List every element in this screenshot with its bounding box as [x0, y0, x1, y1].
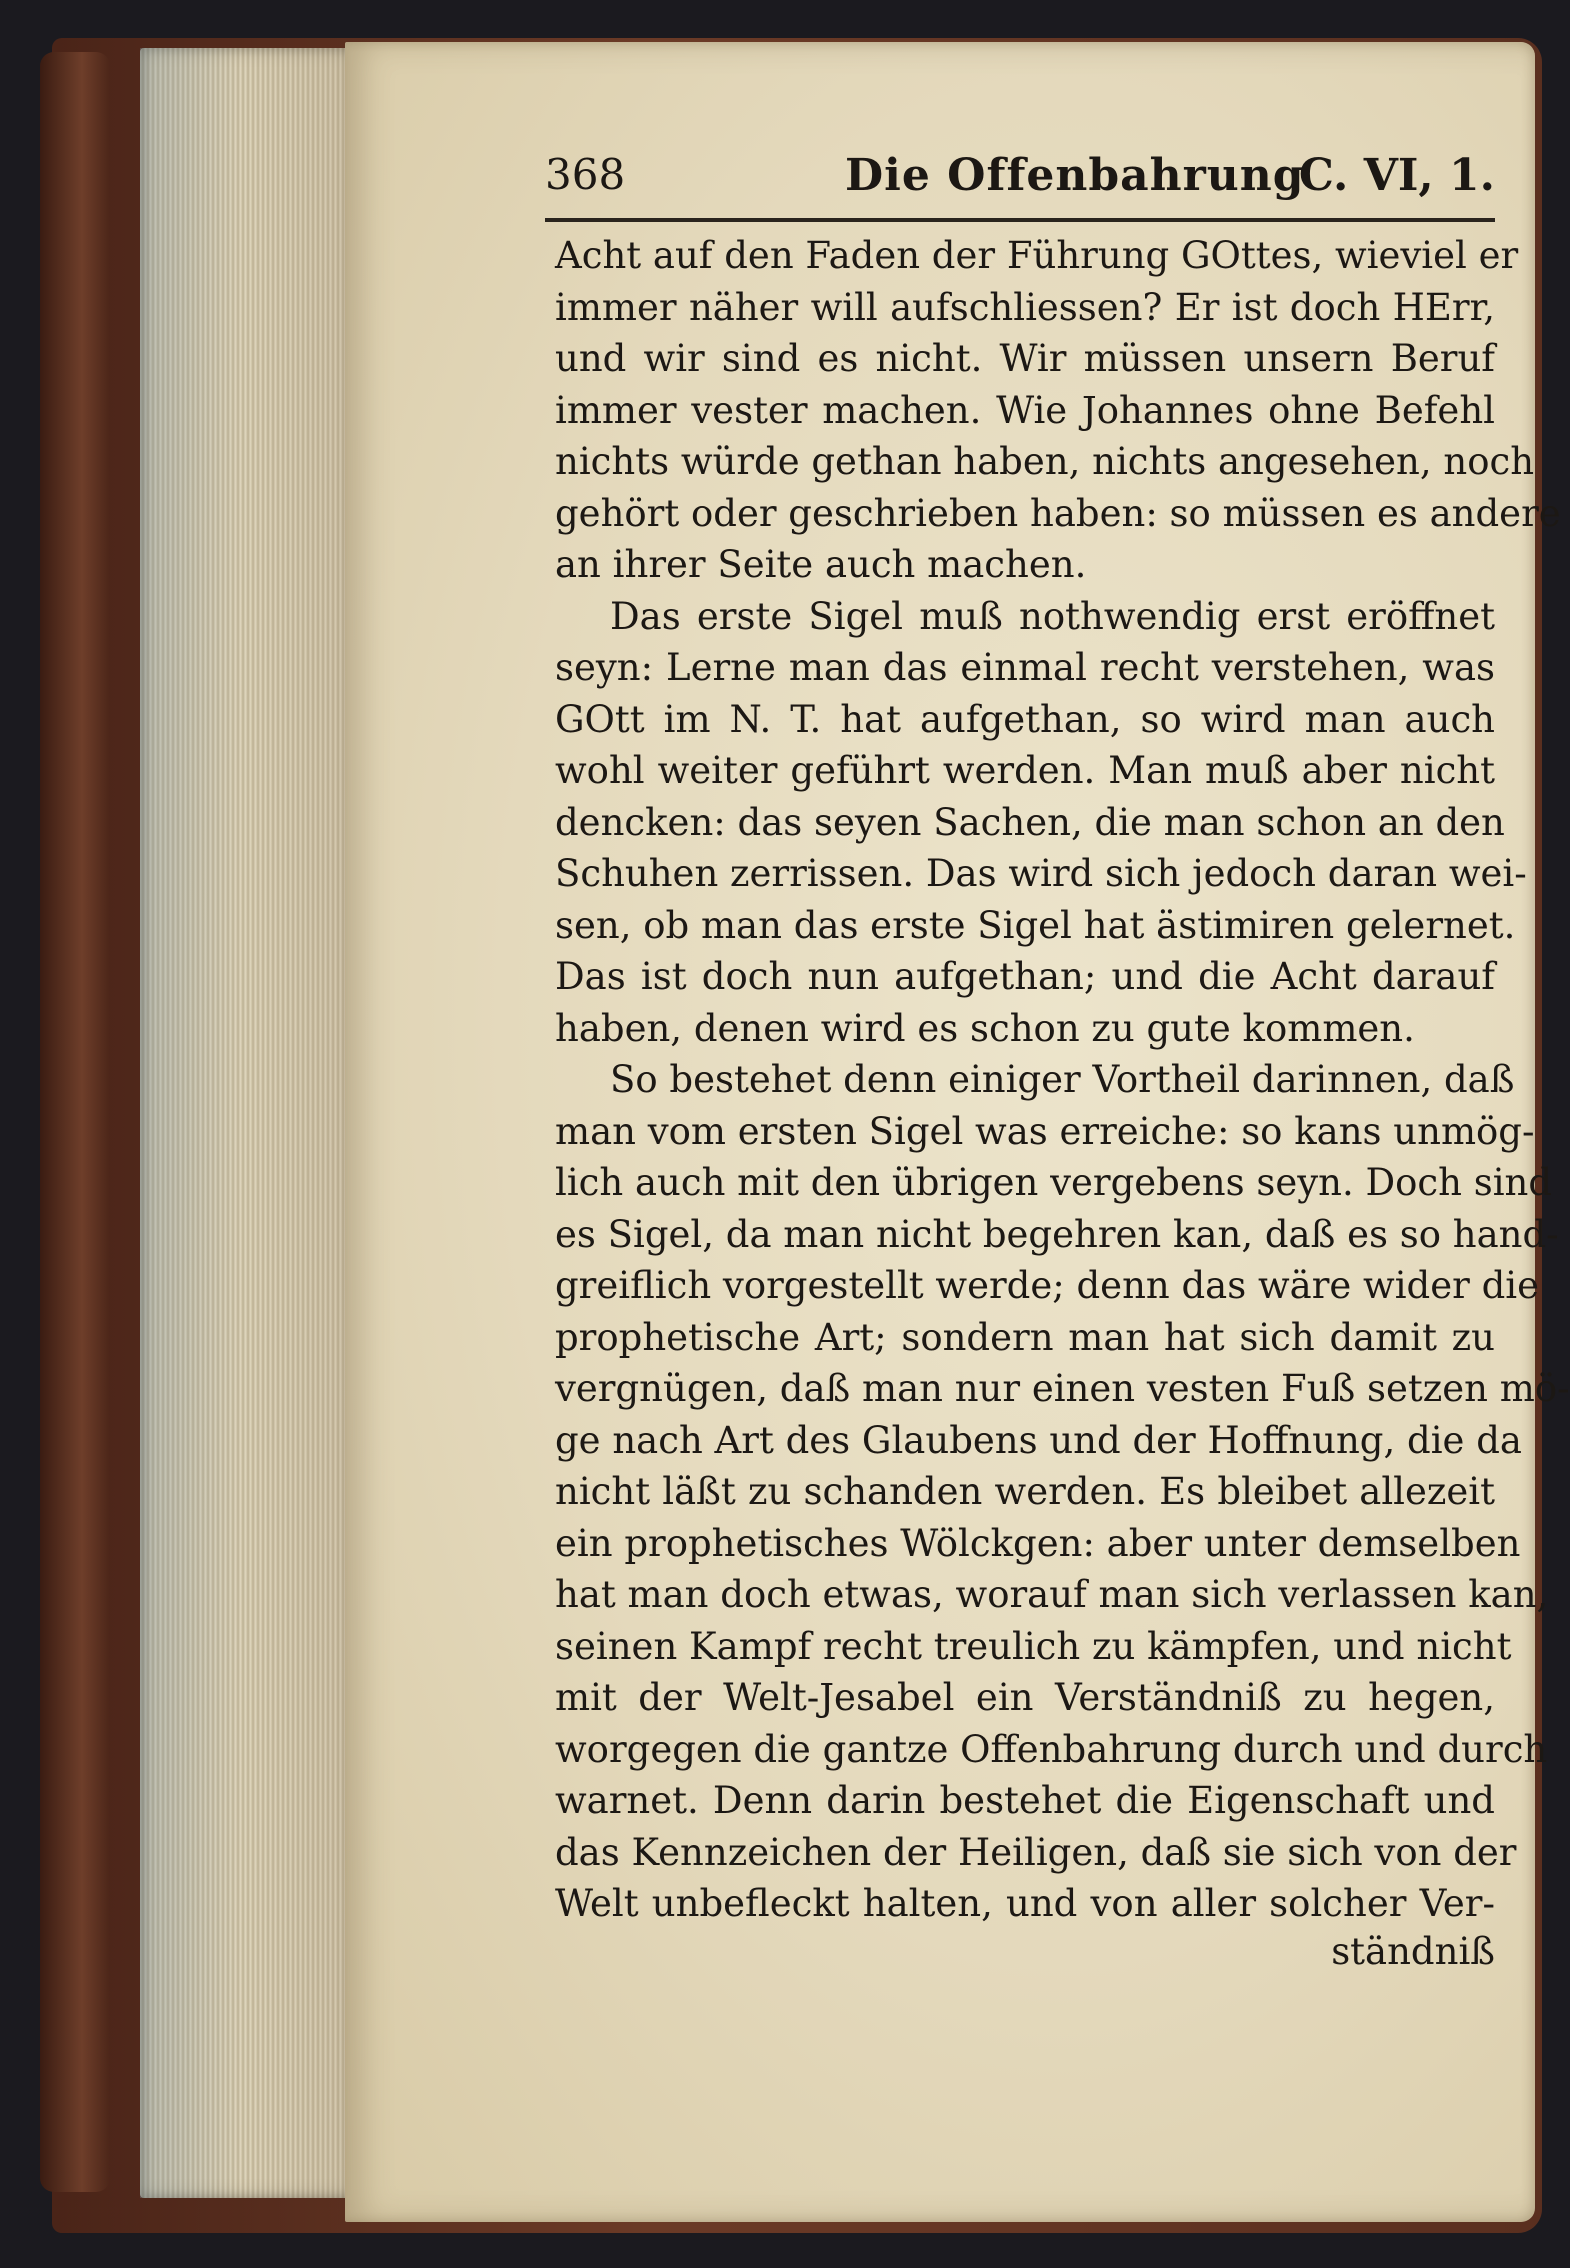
text-line: ein prophetisches Wölckgen: aber unter demselben [555, 1521, 1521, 1565]
text-line: So bestehet denn einiger Vortheil darinnen, daß [610, 1058, 1515, 1101]
text-line: warnet. Denn darin bestehet die Eigenschaft und [555, 1779, 1495, 1822]
text-line: Das ist doch nun aufgethan; und die Acht darauf [555, 955, 1495, 998]
page-number: 368 [545, 150, 626, 199]
text-line: wohl weiter geführt werden. Man muß aber nicht [555, 749, 1495, 792]
text-line: es Sigel, da man nicht begehren kan, daß es so hand- [555, 1212, 1559, 1256]
text-line: Welt unbefleckt halten, und von aller solcher Ver- [555, 1882, 1495, 1925]
text-line: seinen Kampf recht treulich zu kämpfen, und nicht [555, 1624, 1512, 1668]
catchword: ständniß [1331, 1930, 1495, 1973]
text-line: sen, ob man das erste Sigel hat ästimiren gelernet. [555, 903, 1516, 947]
text-line: nichts würde gethan haben, nichts angesehen, noch [555, 440, 1535, 483]
text-line: hat man doch etwas, worauf man sich verlassen kan, [555, 1573, 1549, 1616]
text-line: dencken: das seyen Sachen, die man schon an den [555, 800, 1505, 844]
text-line: worgegen die gantze Offenbahrung durch und durch [555, 1727, 1548, 1771]
text-line: gehört oder geschrieben haben: so müssen es andere [555, 491, 1561, 535]
text-line: und wir sind es nicht. Wir müssen unsern Beruf [555, 337, 1495, 380]
text-line: an ihrer Seite auch machen. [555, 543, 1087, 586]
text-line: Das erste Sigel muß nothwendig erst eröffnet [610, 594, 1495, 638]
book-spine [40, 52, 110, 2192]
text-line: prophetische Art; sondern man hat sich damit zu [555, 1315, 1495, 1359]
header-rule [545, 218, 1495, 222]
text-line: immer näher will aufschliessen? Er ist doch HErr, [555, 285, 1495, 329]
text-line: immer vester machen. Wie Johannes ohne Befehl [555, 388, 1495, 432]
page-header [545, 150, 1495, 210]
text-line: mit der Welt-Jesabel ein Verständniß zu hegen, [555, 1676, 1495, 1719]
text-line: Acht auf den Faden der Führung GOttes, wieviel er [555, 234, 1519, 277]
text-line: man vom ersten Sigel was erreiche: so kans unmög- [555, 1109, 1535, 1153]
page-edges-tint [140, 48, 365, 2198]
text-line: GOtt im N. T. hat aufgethan, so wird man auch [555, 697, 1495, 741]
text-line: nicht läßt zu schanden werden. Es bleibet allezeit [555, 1470, 1495, 1513]
chapter-reference: C. VI, 1. [1298, 150, 1495, 201]
text-line: das Kennzeichen der Heiligen, daß sie sich von der [555, 1830, 1517, 1874]
text-line: lich auch mit den übrigen vergebens seyn. Doch sind [555, 1161, 1553, 1204]
text-line: haben, denen wird es schon zu gute kommen. [555, 1006, 1415, 1050]
running-title: Die Offenbahrung [845, 150, 1305, 201]
text-line: seyn: Lerne man das einmal recht verstehen, was [555, 646, 1495, 689]
text-line: vergnügen, daß man nur einen vesten Fuß setzen mö- [555, 1367, 1570, 1410]
text-line: greiflich vorgestellt werde; denn das wäre wider die [555, 1264, 1540, 1307]
body-text [555, 230, 1570, 1930]
text-line: Schuhen zerrissen. Das wird sich jedoch daran wei- [555, 852, 1527, 895]
text-line: ge nach Art des Glaubens und der Hoffnung, die da [555, 1418, 1522, 1462]
